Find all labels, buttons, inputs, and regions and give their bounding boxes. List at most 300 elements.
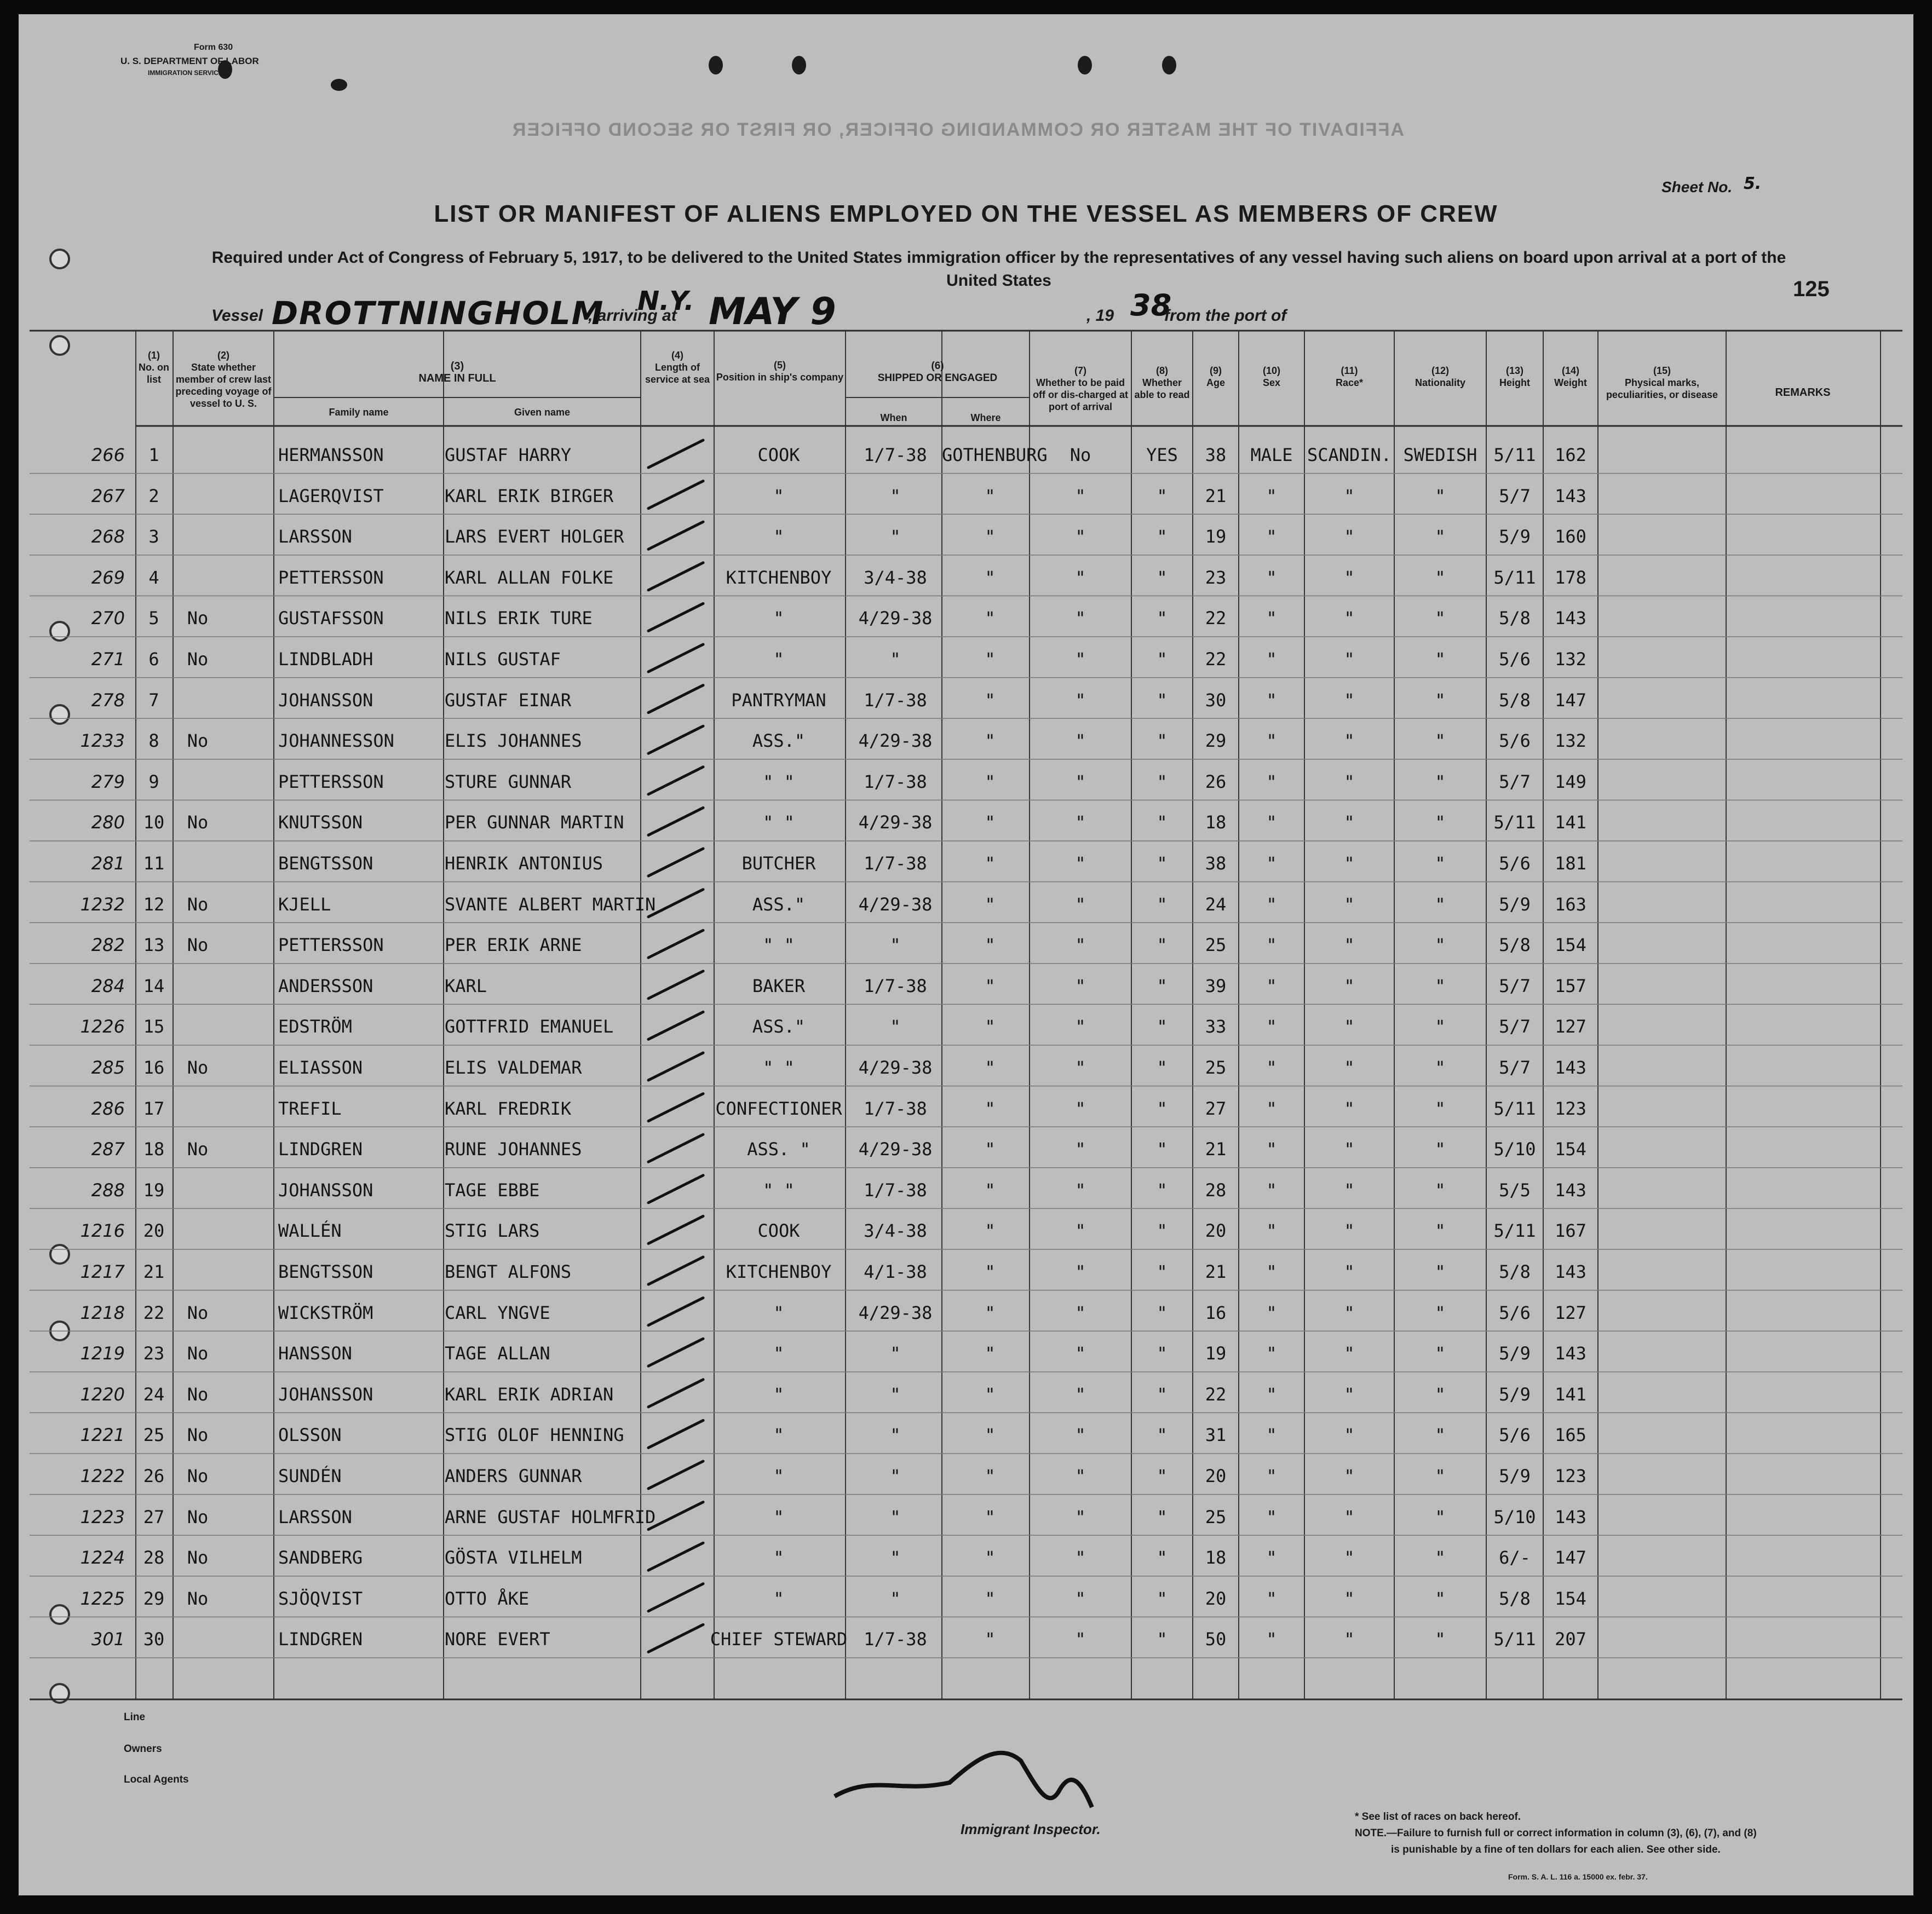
cell-given: BENGT ALFONS [445,1261,572,1282]
table-row [19,1170,1913,1210]
cell-paid: " [1075,608,1086,629]
cell-race: " [1344,689,1355,711]
cell-family: LARSSON [278,1506,352,1527]
cell-given: PER GUNNAR MARTIN [445,812,624,833]
cell-height: 5/9 [1499,1466,1531,1486]
cell-sex: " [1266,853,1277,874]
cell-read: " [1157,853,1168,874]
cell-given: CARL YNGVE [445,1302,550,1323]
cell-age: 33 [1205,1016,1227,1037]
cell-no: 7 [148,689,159,711]
cell-given: NORE EVERT [445,1629,550,1650]
arriving-port: N.Y. [637,286,694,316]
cell-age: 38 [1205,853,1227,874]
cell-height: 5/9 [1499,1343,1531,1364]
cell-sex: " [1266,1016,1277,1037]
cell-margin: 1220 [80,1383,125,1405]
cell-when: 1/7-38 [864,1179,927,1201]
cell-no: 19 [143,1179,165,1201]
cell-race: " [1344,567,1355,588]
cell-where: " [985,1098,996,1119]
cell-race: " [1344,1139,1355,1160]
cell-no: 26 [143,1466,165,1486]
cell-family: ANDERSSON [278,975,373,996]
cell-where: " [985,1220,996,1242]
cell-race: " [1344,893,1355,915]
cell-paid: " [1075,1466,1086,1486]
cell-read: " [1157,689,1168,711]
cell-weight: 207 [1555,1629,1586,1650]
cell-where: " [985,812,996,833]
cell-age: 20 [1205,1588,1227,1609]
cell-sex: " [1266,1098,1277,1119]
cell-where: " [985,1629,996,1650]
cell-where: " [985,1506,996,1527]
cell-given: TAGE ALLAN [445,1343,550,1364]
cell-paid: " [1075,1179,1086,1201]
cell-weight: 157 [1555,975,1586,996]
cell-weight: 154 [1555,935,1586,956]
cell-family: GUSTAFSSON [278,608,384,629]
cell-sex: " [1266,1629,1277,1650]
cell-race: " [1344,1016,1355,1037]
cell-sex: " [1266,1343,1277,1364]
cell-prev: No [187,608,209,629]
cell-paid: " [1075,1139,1086,1160]
header-sex: (10) Sex [1262,365,1281,388]
cell-position: CHIEF STEWARD [710,1629,848,1650]
cell-race: " [1344,1383,1355,1405]
cell-race: " [1344,1098,1355,1119]
cell-race: " [1344,935,1355,956]
cell-where: " [985,485,996,506]
cell-read: " [1157,608,1168,629]
cell-prev: No [187,1466,209,1486]
header-previous-voyage: (2) State whether member of crew last preceding voyage of vessel to U. S. [175,350,272,409]
cell-age: 16 [1205,1302,1227,1323]
cell-no: 1 [148,445,159,465]
cell-given: GOTTFRID EMANUEL [445,1016,614,1037]
header-paid-off: (7) Whether to be paid off or dis-charged at port of arrival [1032,365,1128,412]
cell-read: " [1157,1506,1168,1527]
cell-margin: 1232 [80,893,125,915]
cell-margin: 280 [91,812,125,833]
table-row [19,1252,1913,1292]
cell-race: " [1344,1057,1355,1078]
cell-read: " [1157,1179,1168,1201]
cell-family: JOHANSSON [278,689,373,711]
cell-race: " [1344,1302,1355,1323]
header-list-number: (1) No. on list [139,350,169,385]
table-row [19,1374,1913,1415]
cell-weight: 165 [1555,1425,1586,1446]
cell-family: LARSSON [278,526,352,547]
cell-nat: " [1435,1343,1446,1364]
header-shipped-where: Where [970,412,1001,423]
cell-where: " [985,853,996,874]
cell-given: PER ERIK ARNE [445,935,582,956]
cell-height: 5/5 [1499,1179,1531,1201]
cell-family: TREFIL [278,1098,342,1119]
table-row [19,1537,1913,1578]
table-row [19,1293,1913,1333]
cell-when: " [890,1383,901,1405]
cell-when: " [890,1425,901,1446]
cell-prev: No [187,649,209,670]
cell-sex: " [1266,1383,1277,1405]
cell-height: 5/8 [1499,935,1531,956]
cell-when: 4/29-38 [858,1057,933,1078]
table-row [19,680,1913,720]
cell-where: " [985,893,996,915]
service-name: IMMIGRATION SERVICE [148,69,223,77]
cell-paid: " [1075,1547,1086,1569]
cell-no: 5 [148,608,159,629]
cell-when: " [890,485,901,506]
cell-margin: 279 [91,771,125,792]
cell-no: 8 [148,730,159,752]
cell-margin: 1222 [80,1466,125,1486]
cell-margin: 287 [91,1139,125,1160]
cell-family: KJELL [278,893,331,915]
cell-where: " [985,975,996,996]
cell-age: 39 [1205,975,1227,996]
department-name: U. S. DEPARTMENT OF LABOR [120,56,259,66]
cell-paid: " [1075,1343,1086,1364]
cell-nat: " [1435,1506,1446,1527]
table-row [19,516,1913,557]
cell-sex: " [1266,485,1277,506]
cell-position: ASS." [752,730,806,752]
cell-nat: " [1435,1057,1446,1078]
table-row [19,1006,1913,1047]
cell-family: SJÖQVIST [278,1588,363,1609]
cell-where: " [985,1179,996,1201]
cell-sex: " [1266,608,1277,629]
cell-height: 5/8 [1499,689,1531,711]
cell-position: PANTRYMAN [731,689,826,711]
cell-read: " [1157,1383,1168,1405]
cell-sex: " [1266,1302,1277,1323]
cell-position: ASS. " [747,1139,810,1160]
cell-height: 5/11 [1493,1220,1536,1242]
cell-age: 29 [1205,730,1227,752]
cell-paid: " [1075,771,1086,792]
cell-when: 3/4-38 [864,1220,927,1242]
table-row [19,720,1913,761]
cell-where: " [985,567,996,588]
cell-nat: " [1435,485,1446,506]
cell-given: KARL [445,975,487,996]
cell-position: " [773,1588,784,1609]
header-nationality: (12) Nationality [1415,365,1465,388]
cell-weight: 127 [1555,1016,1586,1037]
cell-read: " [1157,567,1168,588]
cell-height: 5/10 [1493,1139,1536,1160]
cell-nat: " [1435,730,1446,752]
cell-age: 21 [1205,485,1227,506]
cell-margin: 1221 [80,1425,125,1446]
cell-position: " [773,1343,784,1364]
cell-given: GUSTAF HARRY [445,445,572,465]
cell-paid: " [1075,1302,1086,1323]
local-agents-label: Local Agents [124,1774,189,1785]
cell-family: SANDBERG [278,1547,363,1569]
table-row [19,1129,1913,1169]
table-row [19,1619,1913,1659]
cell-given: STIG OLOF HENNING [445,1425,624,1446]
cell-paid: " [1075,893,1086,915]
cell-position: " [773,1383,784,1405]
cell-no: 30 [143,1629,165,1650]
cell-weight: 163 [1555,893,1586,915]
table-row [19,1088,1913,1129]
cell-nat: " [1435,1588,1446,1609]
header-race: (11) Race* [1335,365,1364,388]
cell-paid: " [1075,1057,1086,1078]
cell-margin: 1224 [80,1547,125,1569]
cell-given: KARL FREDRIK [445,1098,572,1119]
cell-weight: 181 [1555,853,1586,874]
cell-read: " [1157,771,1168,792]
cell-where: " [985,649,996,670]
cell-family: JOHANSSON [278,1179,373,1201]
cell-read: " [1157,649,1168,670]
cell-paid: " [1075,485,1086,506]
cell-given: GUSTAF EINAR [445,689,572,711]
table-row [19,1497,1913,1537]
cell-margin: 284 [91,975,125,996]
cell-no: 11 [143,853,165,874]
cell-when: 1/7-38 [864,771,927,792]
cell-margin: 282 [91,935,125,956]
cell-height: 5/11 [1493,445,1536,465]
cell-family: LAGERQVIST [278,485,384,506]
cell-no: 21 [143,1261,165,1282]
cell-position: KITCHENBOY [726,1261,832,1282]
cell-margin: 1223 [80,1506,125,1527]
cell-margin: 281 [91,853,125,874]
cell-where: " [985,1016,996,1037]
cell-age: 50 [1205,1629,1227,1650]
cell-family: PETTERSSON [278,935,384,956]
cell-when: 4/29-38 [858,812,933,833]
cell-given: NILS ERIK TURE [445,608,593,629]
year-prefix: , 19 [1086,307,1114,325]
cell-weight: 141 [1555,1383,1586,1405]
cell-read: " [1157,485,1168,506]
table-row [19,884,1913,925]
cell-no: 22 [143,1302,165,1323]
header-weight: (14) Weight [1554,365,1587,388]
cell-race: SCANDIN. [1307,445,1392,465]
cell-height: 5/7 [1499,1057,1531,1078]
cell-race: " [1344,1220,1355,1242]
cell-when: 4/29-38 [858,608,933,629]
header-name-in-full: (3) NAME IN FULL [418,360,496,384]
table-row [19,1578,1913,1619]
cell-position: CONFECTIONER [715,1098,842,1119]
cell-margin: 269 [91,567,125,588]
cell-given: HENRIK ANTONIUS [445,853,603,874]
cell-prev: No [187,730,209,752]
cell-when: " [890,935,901,956]
cell-family: ELIASSON [278,1057,363,1078]
cell-prev: No [187,1343,209,1364]
cell-when: " [890,1466,901,1486]
cell-when: 4/29-38 [858,893,933,915]
sheet-label: Sheet No. [1661,178,1733,195]
cell-age: 24 [1205,893,1227,915]
cell-paid: " [1075,1588,1086,1609]
cell-nat: " [1435,1383,1446,1405]
cell-position: ASS." [752,893,806,915]
table-row [19,966,1913,1006]
cell-position: " [773,1506,784,1527]
cell-height: 5/8 [1499,1588,1531,1609]
cell-position: " [773,526,784,547]
cell-weight: 127 [1555,1302,1586,1323]
cell-weight: 143 [1555,485,1586,506]
cell-when: 4/29-38 [858,1302,933,1323]
cell-sex: " [1266,1547,1277,1569]
form-code: Form. S. A. L. 116 a. 15000 ex. febr. 37. [1508,1872,1648,1881]
cell-nat: " [1435,689,1446,711]
page-title: LIST OR MANIFEST OF ALIENS EMPLOYED ON THE VESSEL AS MEMBERS OF CREW [434,200,1498,227]
cell-prev: No [187,1302,209,1323]
cell-read: " [1157,1220,1168,1242]
cell-age: 18 [1205,812,1227,833]
cell-position: BAKER [752,975,806,996]
cell-position: " " [763,1179,795,1201]
cell-when: " [890,1506,901,1527]
cell-age: 27 [1205,1098,1227,1119]
cell-paid: " [1075,730,1086,752]
cell-family: OLSSON [278,1425,342,1446]
cell-race: " [1344,1425,1355,1446]
cell-sex: " [1266,1220,1277,1242]
cell-position: " " [763,935,795,956]
cell-family: PETTERSSON [278,771,384,792]
cell-margin: 267 [91,485,125,506]
cell-given: KARL ERIK BIRGER [445,485,614,506]
cell-given: TAGE EBBE [445,1179,540,1201]
bleed-through-text: AFFIDAVIT OF THE MASTER OR COMMANDING OFFICER, OR FIRST OR SECOND OFFICER [511,119,1404,140]
cell-given: OTTO ÅKE [445,1588,530,1609]
cell-where: " [985,689,996,711]
cell-family: LINDGREN [278,1139,363,1160]
penalty-note-cont: is punishable by a fine of ten dollars for each alien. See other side. [1391,1844,1721,1855]
cell-where: " [985,526,996,547]
cell-race: " [1344,1261,1355,1282]
header-physical-marks: (15) Physical marks, peculiarities, or disease [1606,365,1718,400]
cell-margin: 1217 [80,1261,125,1282]
cell-read: " [1157,893,1168,915]
cell-given: STURE GUNNAR [445,771,572,792]
cell-nat: " [1435,1016,1446,1037]
cell-no: 18 [143,1139,165,1160]
cell-sex: " [1266,1139,1277,1160]
cell-no: 20 [143,1220,165,1242]
cell-position: " [773,485,784,506]
cell-where: " [985,1383,996,1405]
cell-nat: " [1435,975,1446,996]
cell-nat: " [1435,1629,1446,1650]
cell-nat: " [1435,771,1446,792]
cell-sex: " [1266,975,1277,996]
cell-age: 25 [1205,1506,1227,1527]
cell-age: 19 [1205,1343,1227,1364]
cell-nat: " [1435,893,1446,915]
cell-no: 27 [143,1506,165,1527]
cell-read: " [1157,730,1168,752]
cell-family: SUNDÉN [278,1466,342,1486]
cell-where: " [985,1057,996,1078]
cell-age: 28 [1205,1179,1227,1201]
cell-nat: " [1435,1425,1446,1446]
cell-margin: 271 [91,649,125,670]
cell-height: 5/9 [1499,1383,1531,1405]
cell-age: 26 [1205,771,1227,792]
cell-race: " [1344,771,1355,792]
cell-family: PETTERSSON [278,567,384,588]
cell-prev: No [187,1139,209,1160]
cell-weight: 178 [1555,567,1586,588]
cell-nat: " [1435,1098,1446,1119]
cell-nat: " [1435,1220,1446,1242]
cell-read: " [1157,1302,1168,1323]
cell-height: 5/6 [1499,853,1531,874]
inspector-label: Immigrant Inspector. [961,1821,1101,1837]
cell-sex: " [1266,935,1277,956]
cell-paid: " [1075,935,1086,956]
table-row [19,598,1913,638]
cell-weight: 123 [1555,1098,1586,1119]
cell-read: " [1157,975,1168,996]
cell-sex: " [1266,1261,1277,1282]
table-row [19,1047,1913,1088]
table-row [19,1333,1913,1374]
cell-when: 4/29-38 [858,730,933,752]
cell-given: LARS EVERT HOLGER [445,526,624,547]
cell-weight: 143 [1555,1179,1586,1201]
cell-when: " [890,1547,901,1569]
cell-family: HERMANSSON [278,445,384,465]
cell-age: 30 [1205,689,1227,711]
cell-where: " [985,1547,996,1569]
table-row [19,925,1913,965]
cell-race: " [1344,526,1355,547]
cell-race: " [1344,812,1355,833]
cell-position: " [773,608,784,629]
cell-no: 17 [143,1098,165,1119]
cell-position: COOK [757,445,800,465]
cell-family: JOHANSSON [278,1383,373,1405]
cell-no: 16 [143,1057,165,1078]
cell-given: ANDERS GUNNAR [445,1466,582,1486]
cell-age: 20 [1205,1466,1227,1486]
cell-paid: " [1075,812,1086,833]
cell-weight: 147 [1555,689,1586,711]
cell-age: 22 [1205,1383,1227,1405]
cell-height: 5/9 [1499,893,1531,915]
cell-margin: 266 [91,445,125,465]
cell-sex: " [1266,567,1277,588]
cell-given: KARL ERIK ADRIAN [445,1383,614,1405]
cell-no: 29 [143,1588,165,1609]
cell-race: " [1344,649,1355,670]
cell-family: LINDGREN [278,1629,363,1650]
